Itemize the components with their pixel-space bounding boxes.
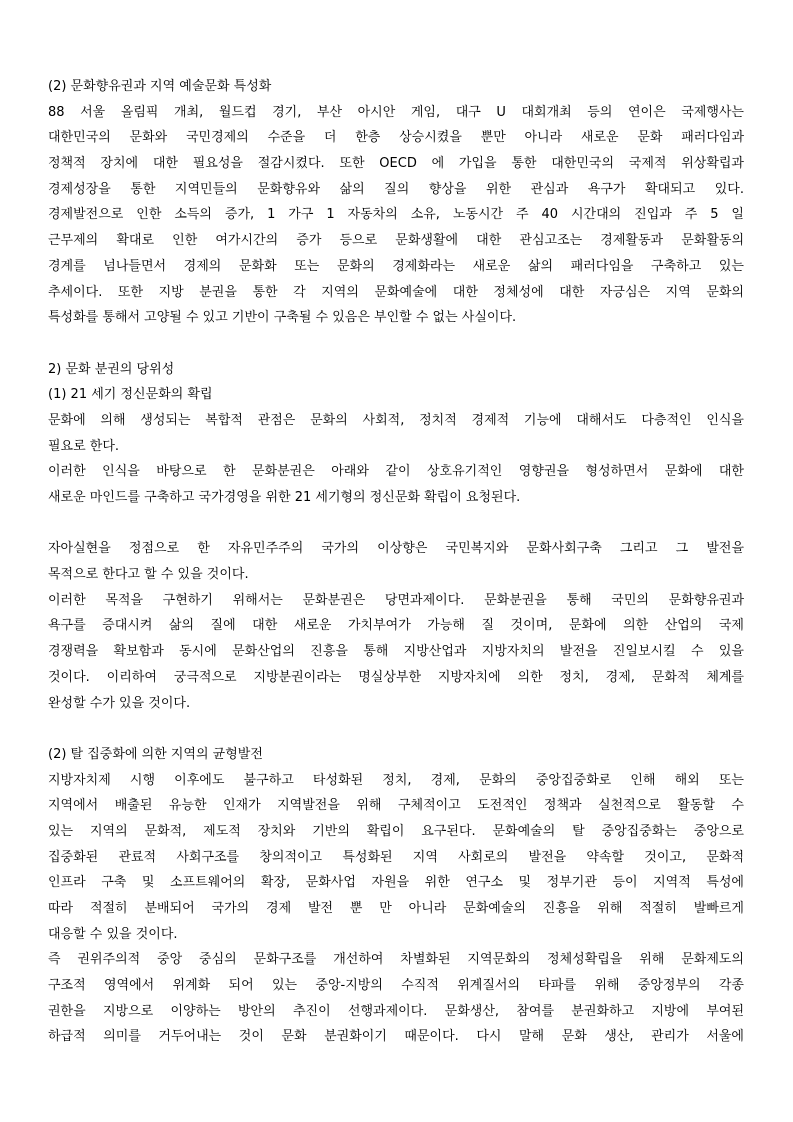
text-line: 필요로 한다. [48, 438, 120, 454]
text-line: 집중화된 관료적 사회구조를 창의적이고 특성화된 지역 사회로의 발전을 약속할 것이고, 문화적 [48, 849, 744, 865]
text-line: 즉 권위주의적 중앙 중심의 문화구조를 개선하여 차별화된 지역문화의 정체성확립을 위해 문화제도의 [48, 952, 744, 968]
blank-line [48, 331, 744, 357]
text-line: 하급적 의미를 거두어내는 것이 문화 분권화이기 때문이다. 다시 말해 문화 생산, 관리가 서울에 [48, 1029, 744, 1045]
text-line: 구조적 영역에서 위계화 되어 있는 중앙-지방의 수직적 위계질서의 타파를 위해 중앙정부의 각종 [48, 978, 744, 994]
text-line: 대응할 수 있을 것이다. [48, 926, 178, 942]
text-line: 경제발전으로 인한 소득의 증가, 1 가구 1 자동차의 소유, 노동시간 주 40 시간대의 진입과 주 5 일 [48, 207, 744, 223]
text-line: 대한민국의 문화와 국민경제의 수준을 더 한층 상승시켰을 뿐만 아니라 새로운 문화 패러다임과 [48, 130, 744, 146]
text-line: 경제성장을 통한 지역민들의 문화향유와 삶의 질의 향상을 위한 관심과 욕구가 확대되고 있다. [48, 181, 744, 197]
text-line: 목적으로 한다고 할 수 있을 것이다. [48, 567, 249, 583]
text-line: 지방자치제 시행 이후에도 불구하고 타성화된 정치, 경제, 문화의 중앙집중화로 인해 해외 또는 [48, 772, 744, 788]
text-line: 특성화를 통해서 고양될 수 있고 기반이 구축될 수 있음은 부인할 수 없는 사실이다. [48, 310, 517, 326]
text-line: (2) 문화향유권과 지역 예술문화 특성화 [48, 79, 272, 94]
text-line: 경계를 넘나들면서 경제의 문화화 또는 문화의 경제화라는 새로운 삶의 패러다임을 구축하고 있는 [48, 258, 744, 274]
text-line: 문화에 의해 생성되는 복합적 관점은 문화의 사회적, 정치적 경제적 기능에 대해서도 다층적인 인식을 [48, 412, 744, 428]
text-line: (2) 탈 집중화에 의한 지역의 균형발전 [48, 746, 263, 762]
text-line: 88 서울 올림픽 개최, 월드컵 경기, 부산 아시안 게임, 대구 U 대회개최 등의 연이은 국제행사는 [48, 104, 744, 120]
blank-line [48, 511, 744, 537]
text-line: 완성할 수가 있을 것이다. [48, 695, 191, 711]
document-body [48, 74, 744, 1050]
text-line: 것이다. 이리하여 궁극적으로 지방분권이라는 명실상부한 지방자치에 의한 정치, 경제, 문화적 체계를 [48, 669, 744, 685]
text-line: 이러한 목적을 구현하기 위해서는 문화분권은 당면과제이다. 문화분권을 통해 국민의 문화향유권과 [48, 592, 744, 608]
text-line: (1) 21 세기 정신문화의 확립 [48, 387, 213, 403]
text-line: 근무제의 확대로 인한 여가시간의 증가 등으로 문화생활에 대한 관심고조는 경제활동과 문화활동의 [48, 233, 744, 249]
blank-line [48, 716, 744, 742]
text-line: 지역에서 배출된 유능한 인재가 지역발전을 위해 구체적이고 도전적인 정책과 실천적으로 활동할 수 [48, 798, 744, 814]
text-line: 2) 문화 분권의 당위성 [48, 361, 175, 377]
text-line: 인프라 구축 및 소프트웨어의 확장, 문화사업 자원을 위한 연구소 및 정부기관 등이 지역적 특성에 [48, 875, 744, 891]
text-line: 정책적 장치에 대한 필요성을 절감시켰다. 또한 OECD 에 가입을 통한 대한민국의 국제적 위상확립과 [48, 156, 744, 172]
text-line: 이러한 인식을 바탕으로 한 문화분권은 아래와 같이 상호유기적인 영향권을 형성하면서 문화에 대한 [48, 464, 744, 480]
text-line: 추세이다. 또한 지방 분권을 통한 각 지역의 문화예술에 대한 정체성에 대한 자긍심은 지역 문화의 [48, 284, 744, 300]
text-line: 있는 지역의 문화적, 제도적 장치와 기반의 확립이 요구된다. 문화예술의 탈 중앙집중화는 중앙으로 [48, 823, 744, 839]
text-line: 따라 적절히 분배되어 국가의 경제 발전 뿐 만 아니라 문화예술의 진흥을 위해 적절히 발빠르게 [48, 901, 744, 916]
text-line: 경쟁력을 확보함과 동시에 문화산업의 진흥을 통해 지방산업과 지방자치의 발전을 진일보시킬 수 있을 [48, 644, 744, 660]
text-line: 권한을 지방으로 이양하는 방안의 추진이 선행과제이다. 문화생산, 참여를 분권화하고 지방에 부여된 [48, 1003, 744, 1019]
text-line: 새로운 마인드를 구축하고 국가경영을 위한 21 세기형의 정신문화 확립이 요청된다. [48, 490, 521, 505]
text-line: 자아실현을 정점으로 한 자유민주주의 국가의 이상향은 국민복지와 문화사회구축 그리고 그 발전을 [48, 541, 744, 557]
text-line: 욕구를 증대시켜 삶의 질에 대한 새로운 가치부여가 가능해 질 것이며, 문화에 의한 산업의 국제 [48, 618, 744, 634]
